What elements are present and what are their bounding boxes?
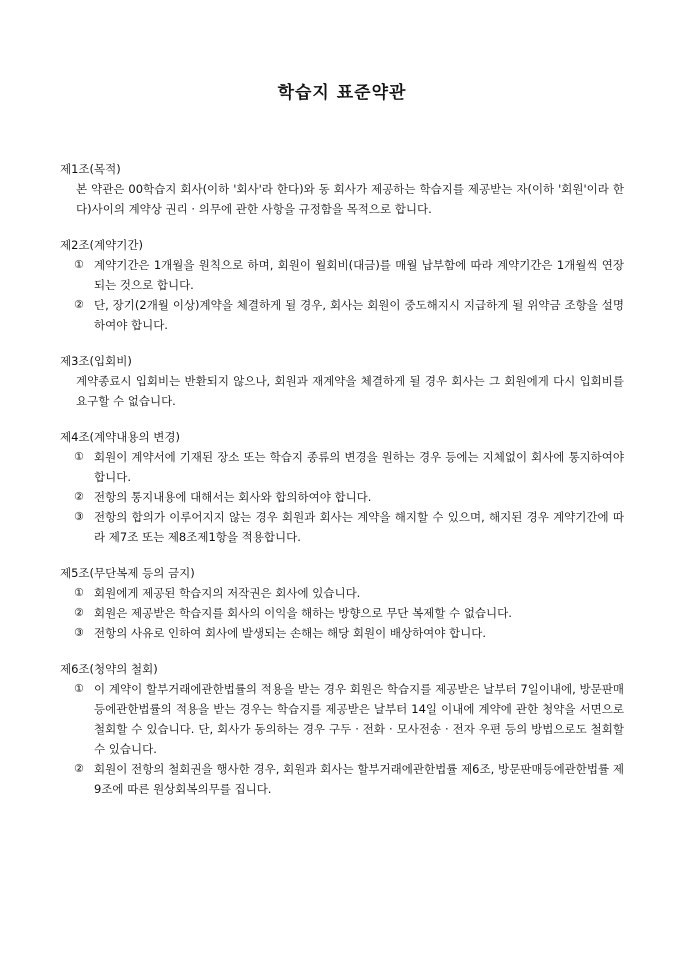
article-3: [60, 351, 624, 411]
clause-number: ②: [74, 606, 84, 619]
clause-number: ③: [74, 510, 84, 523]
clause-text: 전항의 통지내용에 대해서는 회사와 합의하여야 합니다.: [94, 490, 372, 504]
article-body: 계약종료시 입회비는 반환되지 않으나, 회원과 재계약을 체결하게 될 경우 회사는 그 회원에게 다시 입회비를 요구할 수 없습니다.: [76, 374, 624, 408]
article-1: [60, 159, 624, 219]
clause-text: 회원이 전항의 철회권을 행사한 경우, 회원과 회사는 할부거래에관한법률 제6조, 방문판매등에관한법률 제9조에 따른 원상회복의무를 집니다.: [94, 762, 624, 796]
clause-number: ③: [74, 626, 84, 639]
article-heading: 제2조(계약기간): [60, 238, 143, 252]
article-body: 본 약관은 00학습지 회사(이하 '회사'라 한다)와 동 회사가 제공하는 학습지를 제공받는 자(이하 '회원'이라 한다)사이의 계약상 권리 · 의무에 관한 사항을 규정함을 목적으로 합니다.: [76, 182, 624, 216]
clause-number: ②: [74, 490, 84, 503]
clause-text: 회원에게 제공된 학습지의 저작권은 회사에 있습니다.: [94, 586, 361, 600]
clause: [74, 487, 624, 507]
clause-text: 전항의 사유로 인하여 회사에 발생되는 손해는 해당 회원이 배상하여야 합니다.: [94, 626, 487, 640]
clause-text: 계약기간은 1개월을 원칙으로 하며, 회원이 월회비(대금)를 매월 납부함에 따라 계약기간은 1개월씩 연장되는 것으로 합니다.: [94, 258, 624, 292]
clause-text: 회원이 계약서에 기재된 장소 또는 학습지 종류의 변경을 원하는 경우 등에는 지체없이 회사에 통지하여야 합니다.: [94, 450, 624, 484]
clause: [74, 679, 624, 759]
article-heading: 제3조(입회비): [60, 354, 132, 368]
clause-number: ②: [74, 762, 84, 775]
article-heading: 제5조(무단복제 등의 금지): [60, 566, 195, 580]
article-4: [60, 427, 624, 547]
clause: [74, 603, 624, 623]
clause-number: ②: [74, 298, 84, 311]
clause-text: 이 계약이 할부거래에관한법률의 적용을 받는 경우 회원은 학습지를 제공받은 날부터 7일이내에, 방문판매등에관한법률의 적용을 받는 경우는 학습지를 제공받은 날부터 14일 이내에 계약에 관한 청약을 서면으로 철회할 수 있습니다. 단, 회사가 동의하는 경우 구두 · 전화 · 모사전송 · 전자 우편 등의 방법으로도 철회할 수 있습니다.: [94, 682, 624, 756]
article-heading: 제4조(계약내용의 변경): [60, 430, 180, 444]
clause: [74, 623, 624, 643]
clause: [74, 507, 624, 547]
clause-number: ①: [74, 450, 84, 463]
clause: [74, 255, 624, 295]
article-heading: 제1조(목적): [60, 162, 121, 176]
clause-number: ①: [74, 258, 84, 271]
clause-text: 단, 장기(2개월 이상)계약을 체결하게 될 경우, 회사는 회원이 중도해지시 지급하게 될 위약금 조항을 설명하여야 합니다.: [94, 298, 624, 332]
clause-text: 전항의 합의가 이루어지지 않는 경우 회원과 회사는 계약을 해지할 수 있으며, 해지된 경우 계약기간에 따라 제7조 또는 제8조제1항을 적용합니다.: [94, 510, 624, 544]
article-6: [60, 659, 624, 799]
document-title: 학습지 표준약관: [277, 83, 407, 103]
clause: [74, 583, 624, 603]
clause-number: ①: [74, 586, 84, 599]
clause: [74, 759, 624, 799]
clause: [74, 447, 624, 487]
clause: [74, 295, 624, 335]
article-2: [60, 235, 624, 335]
clause-text: 회원은 제공받은 학습지를 회사의 이익을 해하는 방향으로 무단 복제할 수 없습니다.: [94, 606, 512, 620]
clause-number: ①: [74, 682, 84, 695]
article-5: [60, 563, 624, 643]
article-heading: 제6조(청약의 철회): [60, 662, 158, 676]
